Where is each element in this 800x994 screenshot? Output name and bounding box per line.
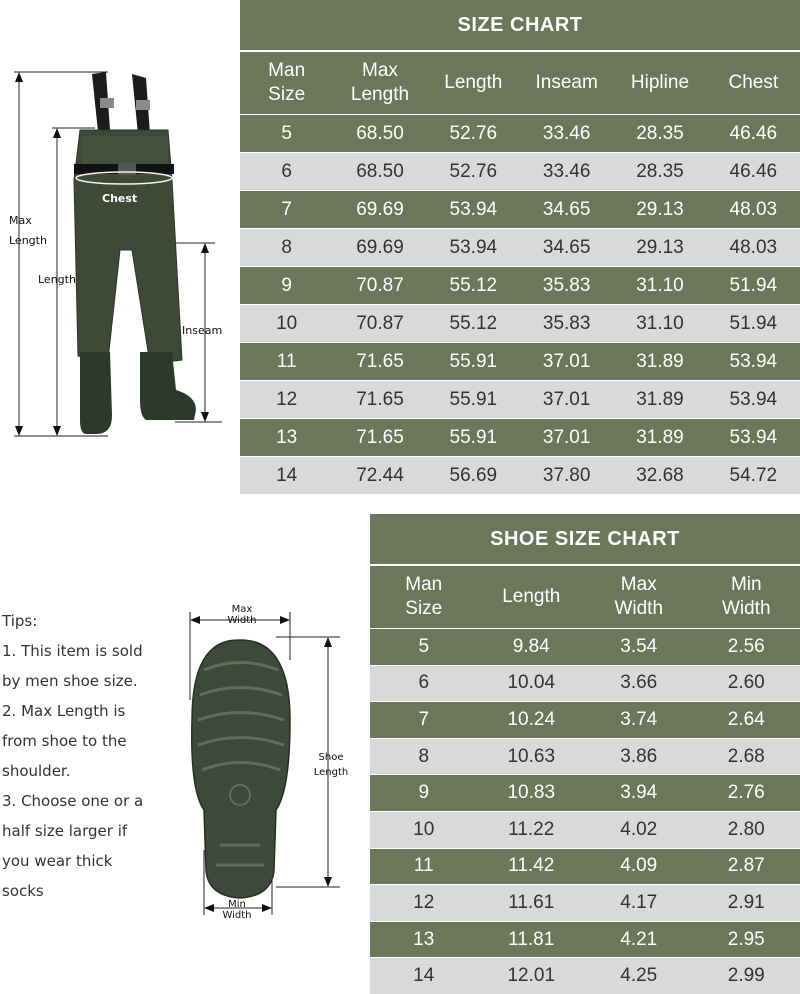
size-chart-cell: 55.91 bbox=[427, 380, 520, 418]
size-chart-cell: 35.83 bbox=[520, 304, 613, 342]
shoe-size-chart-cell: 11.61 bbox=[478, 884, 586, 921]
shoe-size-chart-cell: 9.84 bbox=[478, 628, 586, 665]
shoe-size-chart-cell: 2.99 bbox=[693, 957, 800, 994]
size-chart-title: SIZE CHART bbox=[240, 0, 800, 52]
size-chart-cell: 37.01 bbox=[520, 342, 613, 380]
size-chart-cell: 46.46 bbox=[707, 114, 800, 152]
size-chart-cell: 51.94 bbox=[707, 266, 800, 304]
size-chart-row bbox=[240, 190, 800, 228]
size-chart-row bbox=[240, 152, 800, 190]
shoe-size-chart-row bbox=[370, 774, 800, 811]
size-chart-cell: 29.13 bbox=[613, 190, 706, 228]
shoe-size-chart-column-header-line: Max bbox=[585, 573, 693, 597]
size-chart-cell: 68.50 bbox=[333, 152, 426, 190]
shoe-size-chart-column-header-line: Length bbox=[478, 585, 586, 609]
size-chart-column-header-line: Length bbox=[427, 71, 520, 95]
size-chart-cell: 9 bbox=[240, 266, 333, 304]
size-chart-cell: 53.94 bbox=[707, 342, 800, 380]
tips-line: 2. Max Length is bbox=[2, 696, 178, 726]
shoe-size-chart-cell: 2.95 bbox=[693, 921, 800, 958]
size-chart-row bbox=[240, 418, 800, 456]
size-chart-cell: 46.46 bbox=[707, 152, 800, 190]
wader-illustration bbox=[0, 60, 235, 450]
size-chart-cell: 56.69 bbox=[427, 456, 520, 494]
size-chart-cell: 53.94 bbox=[427, 228, 520, 266]
shoe-size-chart-cell: 2.91 bbox=[693, 884, 800, 921]
shoe-size-chart-cell: 2.68 bbox=[693, 738, 800, 775]
size-chart-cell: 52.76 bbox=[427, 152, 520, 190]
shoe-size-chart-row bbox=[370, 957, 800, 994]
shoe-size-chart-row bbox=[370, 848, 800, 885]
size-chart-cell: 55.12 bbox=[427, 266, 520, 304]
shoe-size-chart-column-header bbox=[370, 566, 478, 628]
size-chart-cell: 29.13 bbox=[613, 228, 706, 266]
size-chart-cell: 55.12 bbox=[427, 304, 520, 342]
size-chart-cell: 37.01 bbox=[520, 380, 613, 418]
size-chart-cell: 70.87 bbox=[333, 266, 426, 304]
shoe-size-chart-header-row bbox=[370, 566, 800, 628]
shoe-size-chart-cell: 10.04 bbox=[478, 665, 586, 702]
shoe-size-chart-column-header-line: Min bbox=[693, 573, 800, 597]
size-chart-cell: 31.10 bbox=[613, 266, 706, 304]
size-chart-cell: 31.89 bbox=[613, 342, 706, 380]
size-chart-table bbox=[240, 0, 800, 494]
shoe-size-chart-cell: 11.22 bbox=[478, 811, 586, 848]
size-chart-cell: 14 bbox=[240, 456, 333, 494]
shoe-size-chart-cell: 3.66 bbox=[585, 665, 693, 702]
shoe-size-chart-cell: 3.54 bbox=[585, 628, 693, 665]
size-chart-cell: 71.65 bbox=[333, 342, 426, 380]
size-chart-cell: 48.03 bbox=[707, 228, 800, 266]
size-chart-cell: 55.91 bbox=[427, 418, 520, 456]
shoe-size-chart-cell: 2.60 bbox=[693, 665, 800, 702]
size-chart-cell: 52.76 bbox=[427, 114, 520, 152]
shoe-size-chart-cell: 5 bbox=[370, 628, 478, 665]
size-chart-row bbox=[240, 456, 800, 494]
shoe-size-chart-cell: 2.64 bbox=[693, 701, 800, 738]
shoe-size-chart-cell: 11.42 bbox=[478, 848, 586, 885]
shoe-size-chart-cell: 11 bbox=[370, 848, 478, 885]
size-chart-cell: 70.87 bbox=[333, 304, 426, 342]
tips-line: by men shoe size. bbox=[2, 666, 178, 696]
shoe-size-chart-cell: 4.02 bbox=[585, 811, 693, 848]
size-chart-body bbox=[240, 114, 800, 494]
shoe-size-chart-cell: 4.17 bbox=[585, 884, 693, 921]
size-chart-cell: 53.94 bbox=[427, 190, 520, 228]
shoe-size-chart-row bbox=[370, 921, 800, 958]
chest-label: Chest bbox=[102, 192, 137, 205]
size-chart-cell: 34.65 bbox=[520, 190, 613, 228]
size-chart-row bbox=[240, 342, 800, 380]
shoe-size-chart-cell: 9 bbox=[370, 774, 478, 811]
size-chart-cell: 53.94 bbox=[707, 380, 800, 418]
shoe-size-chart-cell: 10.24 bbox=[478, 701, 586, 738]
shoe-size-chart-cell: 4.21 bbox=[585, 921, 693, 958]
shoe-size-chart-cell: 10.83 bbox=[478, 774, 586, 811]
size-chart-cell: 48.03 bbox=[707, 190, 800, 228]
shoe-size-chart-column-header bbox=[585, 566, 693, 628]
shoe-size-chart-cell: 7 bbox=[370, 701, 478, 738]
size-chart-column-header bbox=[707, 52, 800, 114]
shoe-size-chart-cell: 10 bbox=[370, 811, 478, 848]
shoe-size-chart-body bbox=[370, 628, 800, 994]
shoe-size-chart-cell: 2.87 bbox=[693, 848, 800, 885]
shoe-size-chart-row bbox=[370, 628, 800, 665]
min-width-label: Min Width bbox=[217, 899, 257, 921]
size-chart-cell: 11 bbox=[240, 342, 333, 380]
shoe-size-chart-column-header bbox=[693, 566, 800, 628]
size-chart-column-header bbox=[520, 52, 613, 114]
shoe-size-chart-title: SHOE SIZE CHART bbox=[370, 514, 800, 566]
shoe-size-chart-cell: 13 bbox=[370, 921, 478, 958]
size-chart-cell: 51.94 bbox=[707, 304, 800, 342]
shoe-size-chart-column-header-line: Man bbox=[370, 573, 478, 597]
size-chart-cell: 37.80 bbox=[520, 456, 613, 494]
shoe-size-chart-table bbox=[370, 514, 800, 994]
tips-line: socks bbox=[2, 876, 178, 906]
size-chart-cell: 5 bbox=[240, 114, 333, 152]
size-chart-column-header bbox=[613, 52, 706, 114]
tips-line: half size larger if bbox=[2, 816, 178, 846]
tips-line: shoulder. bbox=[2, 756, 178, 786]
size-chart-cell: 72.44 bbox=[333, 456, 426, 494]
tips-line: you wear thick bbox=[2, 846, 178, 876]
size-chart-cell: 8 bbox=[240, 228, 333, 266]
size-chart-row bbox=[240, 228, 800, 266]
size-chart-cell: 7 bbox=[240, 190, 333, 228]
tips-line: 1. This item is sold bbox=[2, 636, 178, 666]
size-chart-column-header-line: Man bbox=[240, 59, 333, 83]
size-chart-cell: 55.91 bbox=[427, 342, 520, 380]
size-chart-cell: 31.10 bbox=[613, 304, 706, 342]
tips-line: Tips: bbox=[2, 606, 178, 636]
size-chart-column-header-line: Chest bbox=[707, 71, 800, 95]
shoe-size-chart-cell: 8 bbox=[370, 738, 478, 775]
inseam-label: Inseam bbox=[182, 324, 222, 337]
size-chart-cell: 69.69 bbox=[333, 228, 426, 266]
size-chart-cell: 53.94 bbox=[707, 418, 800, 456]
size-chart-cell: 33.46 bbox=[520, 152, 613, 190]
shoe-size-chart-cell: 11.81 bbox=[478, 921, 586, 958]
size-chart-cell: 12 bbox=[240, 380, 333, 418]
size-chart-cell: 6 bbox=[240, 152, 333, 190]
size-chart-row bbox=[240, 266, 800, 304]
shoe-size-chart-cell: 2.80 bbox=[693, 811, 800, 848]
shoe-size-chart-column-header bbox=[478, 566, 586, 628]
shoe-size-chart-row bbox=[370, 701, 800, 738]
size-chart-column-header bbox=[427, 52, 520, 114]
max-width-label: Max Width bbox=[222, 604, 262, 626]
shoe-size-chart-column-header-line: Width bbox=[693, 597, 800, 621]
shoe-size-chart-cell: 14 bbox=[370, 957, 478, 994]
size-chart-cell: 13 bbox=[240, 418, 333, 456]
size-chart-column-header-line: Size bbox=[240, 83, 333, 107]
shoe-length-label: Shoe Length bbox=[308, 752, 354, 778]
shoe-size-chart-cell: 2.56 bbox=[693, 628, 800, 665]
size-chart-column-header bbox=[333, 52, 426, 114]
size-chart-row bbox=[240, 304, 800, 342]
shoe-size-chart-cell: 3.94 bbox=[585, 774, 693, 811]
shoe-size-chart-row bbox=[370, 738, 800, 775]
shoe-size-chart-cell: 3.86 bbox=[585, 738, 693, 775]
size-chart-cell: 68.50 bbox=[333, 114, 426, 152]
shoe-size-chart-column-header-line: Width bbox=[585, 597, 693, 621]
tips-line: from shoe to the bbox=[2, 726, 178, 756]
size-chart-cell: 32.68 bbox=[613, 456, 706, 494]
size-chart-column-header-line: Max bbox=[333, 59, 426, 83]
size-chart-cell: 28.35 bbox=[613, 114, 706, 152]
shoe-size-chart-cell: 2.76 bbox=[693, 774, 800, 811]
shoe-size-chart-cell: 10.63 bbox=[478, 738, 586, 775]
max-length-label-line2: Length bbox=[9, 234, 47, 247]
size-chart-row bbox=[240, 380, 800, 418]
shoe-size-chart-row bbox=[370, 811, 800, 848]
tips-text bbox=[2, 606, 178, 906]
shoe-size-chart-row bbox=[370, 665, 800, 702]
shoe-size-chart-cell: 3.74 bbox=[585, 701, 693, 738]
size-chart-cell: 34.65 bbox=[520, 228, 613, 266]
shoe-size-chart-cell: 4.25 bbox=[585, 957, 693, 994]
max-length-label-line1: Max bbox=[9, 214, 32, 227]
size-chart-column-header-line: Length bbox=[333, 83, 426, 107]
size-chart-column-header-line: Inseam bbox=[520, 71, 613, 95]
shoe-size-chart-cell: 6 bbox=[370, 665, 478, 702]
size-chart-cell: 33.46 bbox=[520, 114, 613, 152]
size-chart-cell: 71.65 bbox=[333, 418, 426, 456]
tips-line: 3. Choose one or a bbox=[2, 786, 178, 816]
size-chart-cell: 71.65 bbox=[333, 380, 426, 418]
shoe-size-chart-cell: 12 bbox=[370, 884, 478, 921]
shoe-size-chart-row bbox=[370, 884, 800, 921]
size-chart-column-header bbox=[240, 52, 333, 114]
size-chart-cell: 54.72 bbox=[707, 456, 800, 494]
size-chart-header-row bbox=[240, 52, 800, 114]
size-chart-cell: 37.01 bbox=[520, 418, 613, 456]
size-chart-cell: 69.69 bbox=[333, 190, 426, 228]
shoe-size-chart-column-header-line: Size bbox=[370, 597, 478, 621]
size-chart-row bbox=[240, 114, 800, 152]
size-chart-cell: 28.35 bbox=[613, 152, 706, 190]
size-chart-cell: 31.89 bbox=[613, 418, 706, 456]
length-label: Length bbox=[38, 273, 76, 286]
shoe-size-chart-cell: 12.01 bbox=[478, 957, 586, 994]
size-chart-cell: 31.89 bbox=[613, 380, 706, 418]
size-chart-column-header-line: Hipline bbox=[613, 71, 706, 95]
size-chart-cell: 35.83 bbox=[520, 266, 613, 304]
size-chart-cell: 10 bbox=[240, 304, 333, 342]
shoe-size-chart-cell: 4.09 bbox=[585, 848, 693, 885]
